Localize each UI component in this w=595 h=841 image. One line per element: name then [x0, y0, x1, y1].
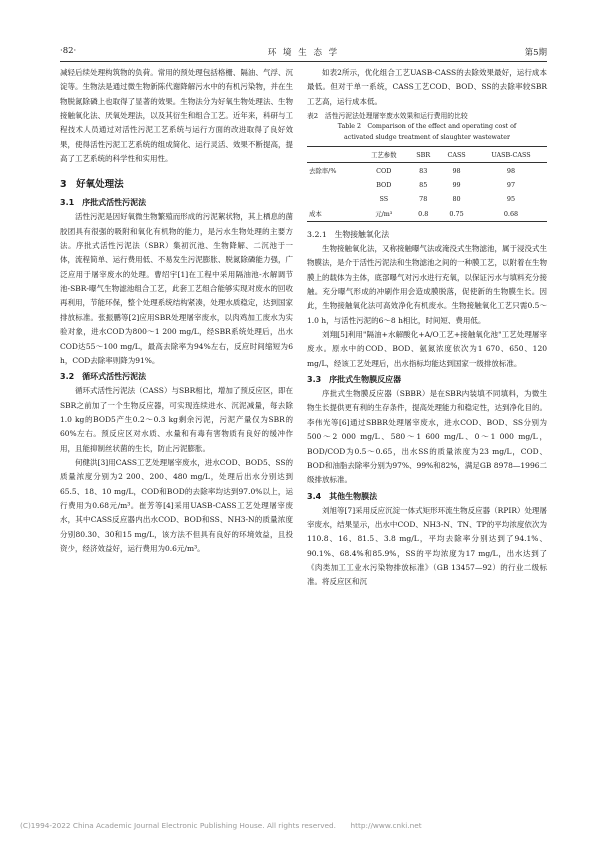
- table-cell: 95: [506, 195, 516, 204]
- table-header-row: [307, 147, 547, 163]
- table-header-cell: SBR: [416, 150, 431, 159]
- table-cell: 98: [452, 166, 461, 175]
- table-caption-cn: 表2 活性污泥法处理屠宰废水效果和运行费用的比较: [307, 112, 468, 121]
- cost-label: 成本: [309, 210, 322, 219]
- section-3-3-paragraph: 序批式生物膜反应器（SBBR）是在SBR内装填不同填料，为微生物生长提供更有利的生存条件，提高处理能力和稳定性，达到净化目的。李伟光等[6]通过SBBR处理屠宰废水，进水COD、BOD、SS分别为500～2 000 mg/L、580～1 600 mg/L、0～1 000 mg/L，BOD/COD为0.5～0.65，出水SS的质量浓度为23 mg/L，COD、BOD和油脂去除率分别为97%、99%和82%，满足GB 8978—1996二级排放标准。: [307, 389, 547, 485]
- right-column: [307, 66, 547, 590]
- table-cell: SS: [379, 195, 389, 204]
- section-3-2-1-paragraph-2: 刘翔[5]利用"隔油+水解酸化+A/O工艺+接触氧化池"工艺处理屠宰废水。原水中的COD、BOD、氨氮浓度依次为1 670、650、120 mg/L，经该工艺处理后，出水指标均能达到国家一级排放标准。: [307, 330, 547, 368]
- section-3-4-paragraph: 刘旭等[7]采用反应沉淀一体式矩形环流生物反应器（RPIR）处理屠宰废水，结果显示，出水中COD、NH3-N、TN、TP的平均浓度依次为110.8、16、81.5、3.8 mg/L，平均去除率分别达到了94.1%、90.1%、68.4%和85.9%，SS的平均浓度为17 mg/L，出水达到了《肉类加工工业水污染物排放标准》（GB 13457—92）的行业二级标准。将反应区和沉: [307, 505, 547, 587]
- section-3-2-heading: 3.2 循环式活性污泥法: [60, 372, 147, 382]
- header-rule: [60, 61, 547, 62]
- section-3-2-1-heading: 3.2.1 生物接触氧化法: [307, 230, 390, 240]
- table-intro-paragraph: 如表2所示，优化组合工艺UASB-CASS的去除效果最好，运行成本最低。但对于单一系统，CASS工艺COD、BOD、SS的去除率较SBR工艺高，运行成本低。: [307, 68, 547, 106]
- table-header-cell: [307, 147, 359, 163]
- section-3-4-heading: 3.4 其他生物膜法: [307, 491, 378, 501]
- table-row: [307, 178, 547, 192]
- table-header-cell: CASS: [447, 150, 466, 159]
- comparison-table: [307, 146, 547, 222]
- section-3-1-paragraph: 活性污泥是因好氧微生物繁殖而形成的污泥絮状物，其上栖息的菌胶团具有很强的吸附和氧化有机物的能力，是污水生物处理的主要方法。序批式活性污泥法（SBR）集初沉池、生物降解、二沉池于一体，流程简单、运行费用低、不易发生污泥膨胀、脱氮除磷能力强，广泛应用于屠宰废水的处理。曹绍宇[1]在工程中采用隔油池-水解调节池-SBR-曝气生物滤池组合工艺，此套工艺组合能够实现对废水的回收再利用，节能环保，整个处理系统结构紧凑，处理水质稳定，达到国家排放标准。张振鹏等[2]应用SBR处理屠宰废水，以肉鸡加工废水为实验对象，进水COD为800～1 200 mg/L，经SBR系统处理后，出水COD达55～100 mg/L，最高去除率为94%左右，反应时间缩短为6 h，COD去除率则降为91%。: [60, 212, 293, 365]
- journal-title: 环 境 生 态 学: [267, 48, 340, 58]
- table-row: [307, 192, 547, 206]
- table-cell: [307, 178, 359, 192]
- table-cell: 0.8: [418, 209, 429, 218]
- left-column: [60, 66, 293, 556]
- table-header-cell: 工艺参数: [371, 151, 397, 160]
- table-cell: 0.75: [449, 209, 464, 218]
- section-3-2-paragraph-1: 循环式活性污泥法（CASS）与SBR相比，增加了预反应区，即在SBR之前加了一个生物反应器，可实现连续进水、沉泥减量，每去除1.0 kg的BOD5产生0.2～0.3 kg剩余污泥，污泥产量仅为SBR的60%左右。预反应区对水质、水量和有毒有害物质有良好的缓冲作用，且能抑制丝状菌的生长，防止污泥膨胀。: [60, 386, 293, 453]
- cost-unit: 元/m³: [375, 210, 393, 219]
- table-cell: BOD: [376, 181, 392, 190]
- table-cell: 98: [506, 166, 516, 175]
- table-cell: [307, 192, 359, 206]
- table-cell: 78: [419, 195, 428, 204]
- section-3-heading: 3 好氧处理法: [60, 179, 124, 191]
- page-number: ·82·: [60, 46, 77, 56]
- row-group-label: 去除率/%: [309, 167, 337, 176]
- table-cell: 80: [452, 195, 461, 204]
- table-cell: 83: [419, 166, 428, 175]
- section-3-2-1-paragraph-1: 生物接触氧化法，又称接触曝气法或淹没式生物滤池，属于浸没式生物膜法，是介于活性污泥法和生物滤池之间的一种膜工艺，以附着在生物膜上的载体为主体，底部曝气对污水进行充氧，以保证污水与填料充分接触。充分曝气形成的冲刷作用会造成膜脱落，促使新的生物膜生长。因此，生物接触氧化法可高效净化有机废水。生物接触氧化工艺只需0.5～1.0 h，与活性污泥的6～8 h相比，时间短、费用低。: [307, 244, 547, 325]
- table-caption-en-line1: Table 2 Comparison of the effect and operating cost of: [337, 123, 517, 131]
- table-cell: 85: [419, 181, 428, 190]
- table-cell: COD: [376, 166, 392, 175]
- table-row-cost: [307, 206, 547, 222]
- copyright-footer: (C)1994-2022 China Academic Journal Electronic Publishing House. All rights reserved. http://www.cnki.net: [20, 821, 422, 830]
- table-cell: 0.68: [503, 209, 519, 218]
- running-header: [60, 46, 547, 60]
- section-3-2-paragraph-2: 何健洪[3]用CASS工艺处理屠宰废水，进水COD、BOD5、SS的质量浓度分别为2 200、200、480 mg/L，处理后出水分别达到65.5、18、10 mg/L，COD和BOD的去除率均达到97.0%以上，运行费用为0.68元/m³。崔芳等[4]采用UASB-CASS工艺处理屠宰废水，其中CASS反应器内出水COD、BOD和SS、NH3-N的质量浓度分别80.30、30和15 mg/L，该方法不但具有良好的环境效益，且投资少，经济效益好，运行费用为0.6元/m³。: [60, 457, 293, 553]
- table-caption-en-line2: activated sludge treatment of slaughter wastewater: [344, 133, 510, 141]
- table-header-cell: UASB-CASS: [491, 150, 531, 159]
- table-cell: 99: [452, 181, 461, 190]
- section-3-3-heading: 3.3 序批式生物膜反应器: [307, 375, 402, 385]
- table-row: [307, 163, 547, 179]
- section-3-1-heading: 3.1 序批式活性污泥法: [60, 198, 147, 208]
- table-cell: 97: [506, 181, 516, 190]
- intro-paragraph: 减轻后续处理构筑物的负荷。常用的预处理包括格栅、隔油、气浮、沉淀等。生物法是通过微生物新陈代谢降解污水中的有机污染物，并在生物脱氮除磷上也取得了显著的效果。生物法分为好氧生物处理法、生物接触氧化法、厌氧处理法，以及其衍生和组合工艺。近年来，科研与工程技术人员通过对活性污泥工艺系统与运行方面的改进取得了良好效果，使得活性污泥工艺系统的组成简化、运行灵活、效果不断提高，提高了工艺系统的科学性和实用性。: [60, 68, 293, 164]
- issue-number: 第5期: [524, 48, 547, 58]
